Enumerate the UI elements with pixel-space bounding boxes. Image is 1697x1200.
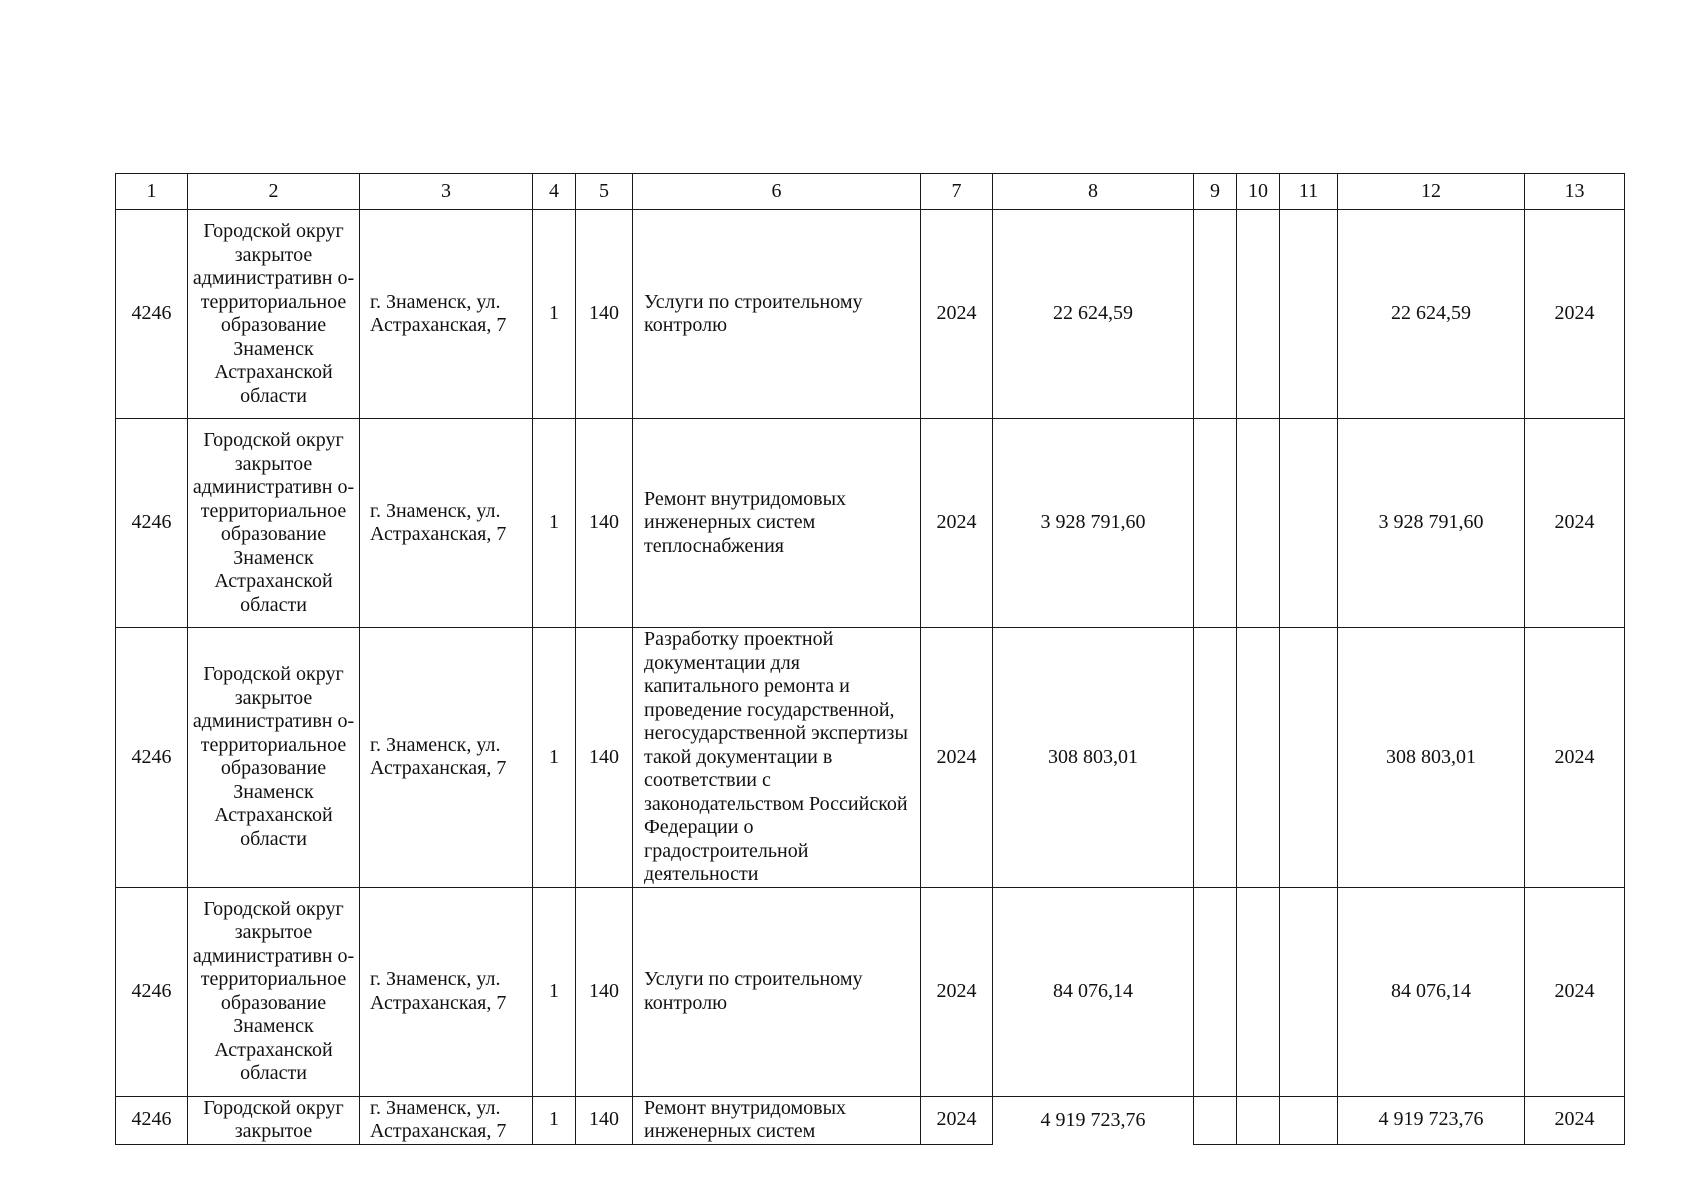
total-cost-cell: 22 624,59 [1338,210,1525,419]
year-cell: 2024 [921,210,993,419]
header-cell: 1 [116,174,188,210]
col5-cell: 140 [576,628,633,888]
works-table [115,173,1625,1145]
header-cell: 2 [188,174,360,210]
col10-cell [1237,210,1280,419]
col11-cell [1280,628,1338,888]
table-row [116,419,1625,628]
total-cost-cell: 308 803,01 [1338,628,1525,888]
row-number-cell: 4246 [116,419,188,628]
municipality-cell: Городской округ закрытое административн о- территориальное образование Знаменск Астраханской области [188,419,360,628]
completion-year-cell: 2024 [1525,1096,1625,1144]
address-cell: г. Знаменск, ул. Астраханская, 7 [360,1096,533,1144]
row-number-cell: 4246 [116,628,188,888]
header-cell: 3 [360,174,533,210]
municipality-cell: Городской округ закрытое административн о- территориальное образование Знаменск Астраханской области [188,210,360,419]
header-cell: 12 [1338,174,1525,210]
col10-cell [1237,1096,1280,1144]
completion-year-cell: 2024 [1525,210,1625,419]
header-cell: 13 [1525,174,1625,210]
col9-cell [1194,887,1237,1096]
completion-year-cell: 2024 [1525,419,1625,628]
table-row [116,887,1625,1096]
address-cell: г. Знаменск, ул. Астраханская, 7 [360,210,533,419]
year-cell: 2024 [921,628,993,888]
address-cell: г. Знаменск, ул. Астраханская, 7 [360,887,533,1096]
row-number-cell: 4246 [116,210,188,419]
col5-cell: 140 [576,210,633,419]
col9-cell [1194,628,1237,888]
col4-cell: 1 [533,628,576,888]
municipality-cell: Городской округ закрытое [188,1096,360,1144]
col10-cell [1237,628,1280,888]
header-cell: 4 [533,174,576,210]
col11-cell [1280,210,1338,419]
col4-cell: 1 [533,1096,576,1144]
col5-cell: 140 [576,1096,633,1144]
row-number-cell: 4246 [116,1096,188,1144]
work-type-cell: Услуги по строительному контролю [633,887,921,1096]
header-cell: 6 [633,174,921,210]
work-type-cell: Ремонт внутридомовых инженерных систем теплоснабжения [633,419,921,628]
col9-cell [1194,1096,1237,1144]
col4-cell: 1 [533,210,576,419]
year-cell: 2024 [921,1096,993,1144]
header-row [116,174,1625,210]
row-number-cell: 4246 [116,887,188,1096]
table-row [116,210,1625,419]
total-cost-cell: 4 919 723,76 [1338,1096,1525,1144]
col9-cell [1194,210,1237,419]
address-cell: г. Знаменск, ул. Астраханская, 7 [360,419,533,628]
col11-cell [1280,1096,1338,1144]
year-cell: 2024 [921,419,993,628]
table-row [116,628,1625,888]
col4-cell: 1 [533,419,576,628]
col10-cell [1237,887,1280,1096]
col10-cell [1237,419,1280,628]
header-cell: 7 [921,174,993,210]
year-cell: 2024 [921,887,993,1096]
completion-year-cell: 2024 [1525,887,1625,1096]
cost-cell: 308 803,01 [993,628,1194,888]
col11-cell [1280,419,1338,628]
address-cell: г. Знаменск, ул. Астраханская, 7 [360,628,533,888]
cost-cell: 22 624,59 [993,210,1194,419]
header-cell: 5 [576,174,633,210]
total-cost-cell: 84 076,14 [1338,887,1525,1096]
municipality-cell: Городской округ закрытое административн о- территориальное образование Знаменск Астраханской области [188,887,360,1096]
col5-cell: 140 [576,887,633,1096]
work-type-cell: Ремонт внутридомовых инженерных систем [633,1096,921,1144]
total-cost-cell: 3 928 791,60 [1338,419,1525,628]
completion-year-cell: 2024 [1525,628,1625,888]
col11-cell [1280,887,1338,1096]
header-cell: 8 [993,174,1194,210]
col9-cell [1194,419,1237,628]
work-type-cell: Разработку проектной документации для капитального ремонта и проведение государственной, негосударственной экспертизы такой документации в соответствии с законодательством Российской Федерации о градостроительной деятельности [633,628,921,888]
cost-cell: 4 919 723,76 [993,1096,1194,1144]
table-row [116,1096,1625,1144]
col4-cell: 1 [533,887,576,1096]
header-cell: 11 [1280,174,1338,210]
cost-cell: 3 928 791,60 [993,419,1194,628]
cost-cell: 84 076,14 [993,887,1194,1096]
municipality-cell: Городской округ закрытое административн о- территориальное образование Знаменск Астраханской области [188,628,360,888]
header-cell: 10 [1237,174,1280,210]
work-type-cell: Услуги по строительному контролю [633,210,921,419]
header-cell: 9 [1194,174,1237,210]
col5-cell: 140 [576,419,633,628]
